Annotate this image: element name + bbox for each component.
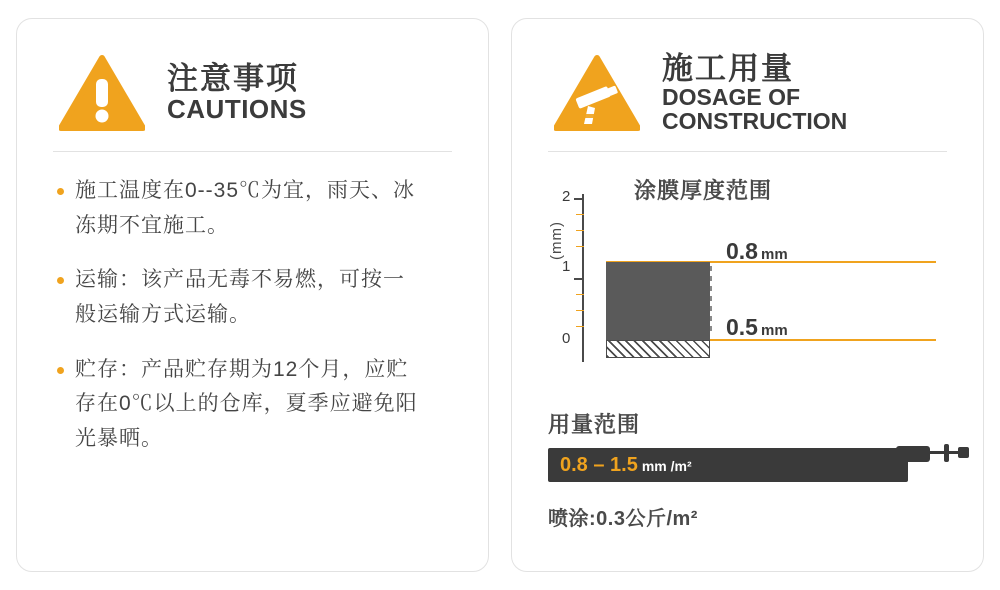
- thickness-heading: 涂膜厚度范围: [634, 178, 773, 203]
- cautions-titles: [167, 63, 307, 123]
- axis-tick: [574, 198, 584, 200]
- warning-triangle-icon: [59, 54, 145, 132]
- thickness-tick-0: 0: [562, 330, 571, 347]
- axis-tick: [576, 214, 584, 215]
- cautions-header: [51, 45, 454, 141]
- thickness-chart: [546, 174, 949, 404]
- dosage-divider: [548, 151, 947, 152]
- list-item: [57, 353, 450, 457]
- cautions-title-en: CAUTIONS: [167, 93, 307, 124]
- lower-unit: mm: [760, 322, 788, 339]
- axis-tick: [576, 310, 584, 311]
- list-item-text: 运输：该产品无毒不易燃，可按一般运输方式运输。: [75, 268, 405, 326]
- lower-value-label: [726, 314, 788, 341]
- axis-tick: [574, 278, 584, 280]
- upper-unit: mm: [760, 246, 788, 263]
- usage-range-value: 0.8 – 1.5: [560, 454, 638, 476]
- dosage-header: [546, 45, 949, 141]
- usage-range-block: [546, 408, 949, 558]
- thickness-dash-line: [710, 266, 712, 336]
- dosage-card: [511, 18, 984, 572]
- dosage-title-cn: 施工用量: [662, 50, 794, 86]
- upper-value: 0.8: [726, 238, 758, 264]
- usage-range-unit: mm /m²: [641, 458, 692, 474]
- axis-tick: [576, 294, 584, 295]
- axis-tick: [576, 246, 584, 247]
- axis-tick: [576, 230, 584, 231]
- list-item: [57, 263, 450, 332]
- axis-tick: [576, 326, 584, 327]
- cautions-list: [51, 174, 454, 456]
- bullet-dot-icon: [57, 188, 64, 195]
- lower-value: 0.5: [726, 314, 758, 340]
- paint-roller-icon: [894, 440, 972, 490]
- list-item: [57, 174, 450, 243]
- paint-roller-triangle-icon: [554, 54, 640, 132]
- thickness-tick-1: 1: [562, 258, 571, 275]
- dosage-titles: [662, 50, 949, 135]
- thickness-axis-label: (mm): [548, 221, 565, 261]
- coating-bar: [606, 262, 710, 340]
- thickness-tick-2: 2: [562, 188, 571, 205]
- cautions-title-cn: 注意事项: [167, 61, 299, 97]
- bullet-dot-icon: [57, 367, 64, 374]
- bullet-dot-icon: [57, 277, 64, 284]
- list-item-text: 贮存：产品贮存期为12个月，应贮存在0℃以上的仓库，夏季应避免阳光暴晒。: [75, 357, 418, 450]
- cautions-card: [16, 18, 489, 572]
- upper-value-label: [726, 238, 788, 265]
- spray-amount: 喷涂:0.3公斤/m²: [548, 508, 698, 530]
- usage-range-label: [560, 454, 692, 477]
- list-item-text: 施工温度在0--35℃为宜，雨天、冰冻期不宜施工。: [75, 179, 416, 237]
- substrate-hatch: [606, 340, 710, 358]
- cautions-divider: [53, 151, 452, 152]
- usage-heading: 用量范围: [548, 412, 641, 437]
- dosage-title-en: DOSAGE OF CONSTRUCTION: [662, 84, 848, 135]
